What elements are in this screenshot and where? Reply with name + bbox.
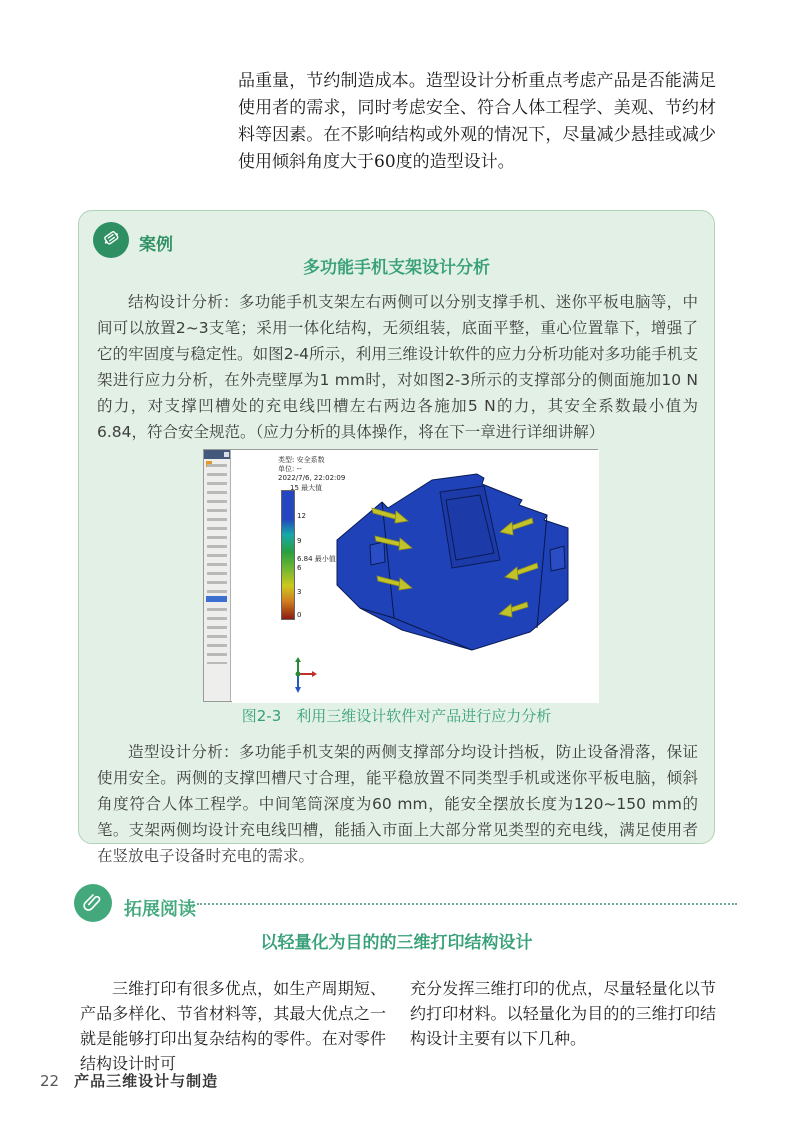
case-title: 多功能手机支架设计分析	[303, 258, 490, 278]
cad-viewport	[232, 450, 599, 703]
case-box	[78, 210, 715, 865]
feature-tree-panel	[204, 450, 231, 701]
page-footer	[40, 1070, 218, 1091]
page-number: 22	[40, 1072, 60, 1090]
scale-tick: 6	[297, 564, 302, 572]
extended-reading-badge	[74, 884, 112, 922]
legend-type: 类型: 安全系数	[278, 456, 325, 464]
paperclip-icon	[81, 889, 105, 917]
column-left: 三维打印有很多优点，如生产周期短、产品多样化、节省材料等，其最大优点之一就是能够打印出复杂结构的零件。在对零件结构设计时可	[80, 979, 386, 1073]
scroll-icon	[100, 227, 122, 253]
case-paragraph-structure: 结构设计分析：多功能手机支架左右两侧可以分别支撑手机、迷你平板电脑等，中间可以放置2~3支笔；采用一体化结构，无须组装，底面平整，重心位置靠下，增强了它的牢固度与稳定性。如图2-4所示，利用三维设计软件的应力分析功能对多功能手机支架进行应力分析，在外壳壁厚为1 mm时，对如图2-3所示的支撑部分的侧面施加10 N的力，对支撑凹槽处的充电线凹槽左右两边各施加5 N的力，其安全系数最小值为6.84，符合安全规范。（应力分析的具体操作，将在下一章进行详细讲解）	[97, 293, 698, 441]
column-right: 充分发挥三维打印的优点，尽量轻量化以节约打印材料。以轻量化为目的的三维打印结构设计主要有以下几种。	[410, 979, 716, 1048]
scale-max-label: 15 最大值	[290, 484, 323, 492]
cad-software-screenshot	[203, 449, 598, 702]
coordinate-triad-icon	[284, 656, 318, 696]
panel-close-icon	[224, 452, 229, 457]
two-column-text	[80, 976, 716, 1076]
extended-reading-title: 以轻量化为目的的三维打印结构设计	[260, 933, 533, 953]
scale-min-label: 6.84 最小值	[297, 555, 336, 563]
scale-tick: 0	[297, 611, 302, 619]
book-title: 产品三维设计与制造	[74, 1072, 219, 1090]
case-paragraph-styling: 造型设计分析：多功能手机支架的两侧支撑部分均设计挡板，防止设备滑落，保证使用安全。两侧的支撑凹槽尺寸合理，能平稳放置不同类型手机或迷你平板电脑，倾斜角度符合人体工程学。中间笔筒深度为60 mm，能安全摆放长度为120~150 mm的笔。支架两侧均设计充电线凹槽，能插入市面上大部分常见类型的充电线，满足使用者在竖放电子设备时充电的需求。	[97, 743, 698, 865]
extended-reading-label: 拓展阅读	[124, 899, 196, 920]
feature-tree-rows	[207, 464, 227, 664]
intro-paragraph: 品重量，节约制造成本。造型设计分析重点考虑产品是否能满足使用者的需求，同时考虑安全、符合人体工程学、美观、节约材料等因素。在不影响结构或外观的情况下，尽量减少悬挂或减少使用倾斜角度大于60度的造型设计。	[238, 71, 716, 172]
legend-timestamp: 2022/7/6, 22:02:09	[278, 474, 346, 482]
figure-caption: 图2-3 利用三维设计软件对产品进行应力分析	[241, 707, 552, 725]
case-label: 案例	[139, 235, 173, 255]
scale-tick: 3	[297, 588, 302, 596]
tree-selected-item	[206, 596, 227, 602]
legend-unit: 单位: --	[278, 465, 302, 473]
dotted-divider	[197, 903, 737, 905]
scale-tick: 12	[297, 512, 306, 520]
scale-tick: 9	[297, 537, 302, 545]
